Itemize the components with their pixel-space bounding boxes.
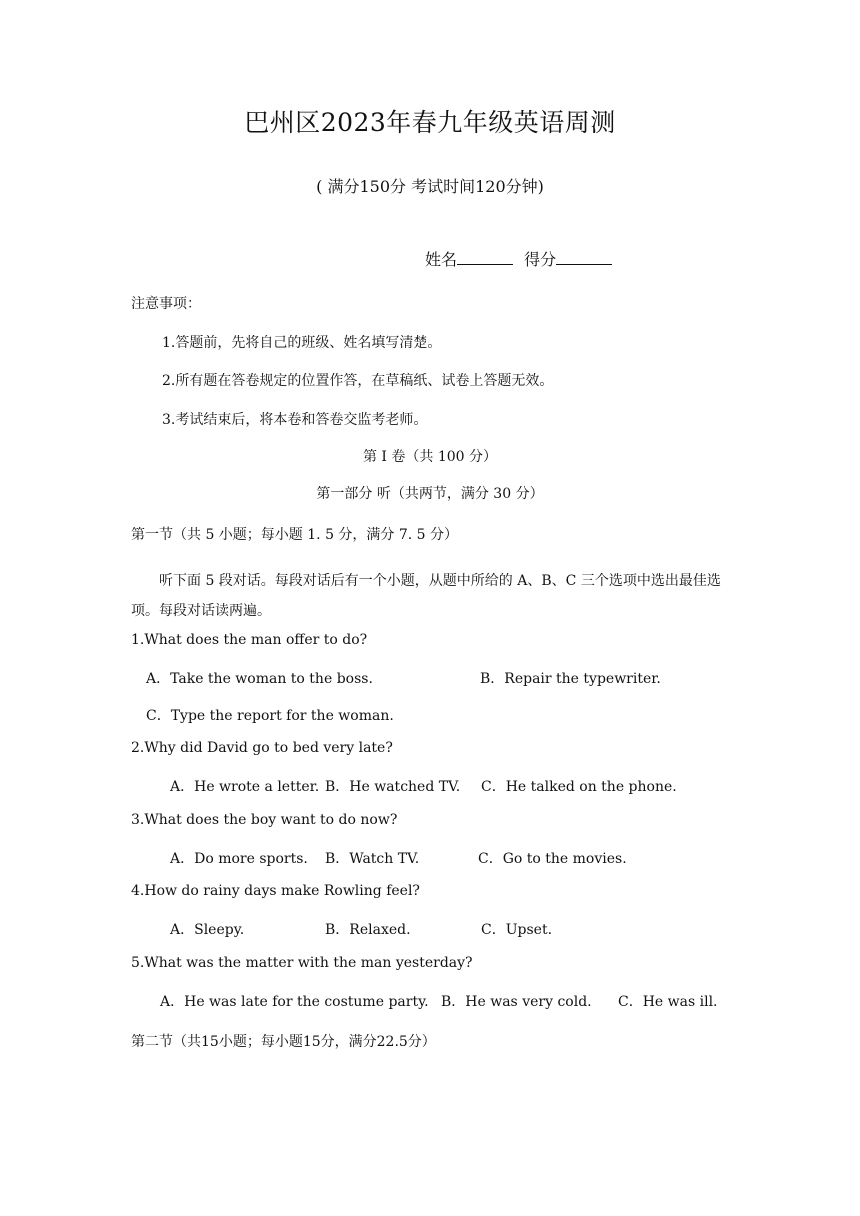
notice-item: 1.答题前，先将自己的班级、姓名填写清楚。 bbox=[162, 335, 442, 351]
option-b[interactable]: B．Relaxed. bbox=[325, 922, 411, 938]
option-b[interactable]: B．He watched TV. bbox=[325, 779, 461, 795]
option-b[interactable]: B．Repair the typewriter. bbox=[480, 671, 661, 687]
option-a[interactable]: A．Sleepy. bbox=[170, 922, 245, 938]
volume-heading: 第 I 卷（共 100 分） bbox=[362, 449, 498, 465]
question-stem: 5.What was the matter with the man yesterday? bbox=[131, 955, 473, 971]
question-stem: 3.What does the boy want to do now? bbox=[131, 812, 398, 828]
option-a[interactable]: A．He wrote a letter. bbox=[170, 779, 320, 795]
score-label: 得分 bbox=[524, 250, 557, 269]
exam-subtitle: ( 满分150分 考试时间120分钟) bbox=[316, 177, 544, 196]
option-b[interactable]: B．Watch TV. bbox=[325, 851, 420, 867]
option-a[interactable]: A．Take the woman to the boss. bbox=[146, 671, 373, 687]
name-blank[interactable] bbox=[457, 250, 513, 265]
question-stem: 2.Why did David go to bed very late? bbox=[131, 740, 393, 756]
option-c[interactable]: C．Type the report for the woman. bbox=[146, 708, 394, 724]
option-c[interactable]: C．Go to the movies. bbox=[478, 851, 627, 867]
question-stem: 4.How do rainy days make Rowling feel? bbox=[131, 883, 420, 899]
option-c[interactable]: C．He talked on the phone. bbox=[481, 779, 677, 795]
section1-heading: 第一节（共 5 小题；每小题 1. 5 分，满分 7. 5 分） bbox=[131, 527, 459, 543]
section2-heading: 第二节（共15小题；每小题15分，满分22.5分） bbox=[131, 1034, 436, 1050]
page-title: 巴州区2023年春九年级英语周测 bbox=[244, 108, 616, 137]
option-c[interactable]: C．Upset. bbox=[481, 922, 553, 938]
option-a[interactable]: A．He was late for the costume party. bbox=[160, 994, 429, 1010]
notice-item: 2.所有题在答卷规定的位置作答，在草稿纸、试卷上答题无效。 bbox=[162, 373, 554, 389]
section1-instruction: 听下面 5 段对话。每段对话后有一个小题，从题中所给的 A、B、C 三个选项中选出最佳选项。每段对话读两遍。 bbox=[131, 573, 721, 619]
name-label: 姓名 bbox=[425, 250, 458, 269]
option-b[interactable]: B．He was very cold. bbox=[441, 994, 592, 1010]
question-stem: 1.What does the man offer to do? bbox=[131, 632, 368, 648]
part-heading: 第一部分 听（共两节，满分 30 分） bbox=[316, 486, 544, 502]
option-a[interactable]: A．Do more sports. bbox=[170, 851, 308, 867]
option-c[interactable]: C．He was ill. bbox=[618, 994, 718, 1010]
score-blank[interactable] bbox=[556, 250, 612, 265]
notice-item: 3.考试结束后，将本卷和答卷交监考老师。 bbox=[162, 412, 428, 428]
name-score-line bbox=[425, 247, 618, 270]
notice-heading: 注意事项： bbox=[131, 296, 201, 312]
